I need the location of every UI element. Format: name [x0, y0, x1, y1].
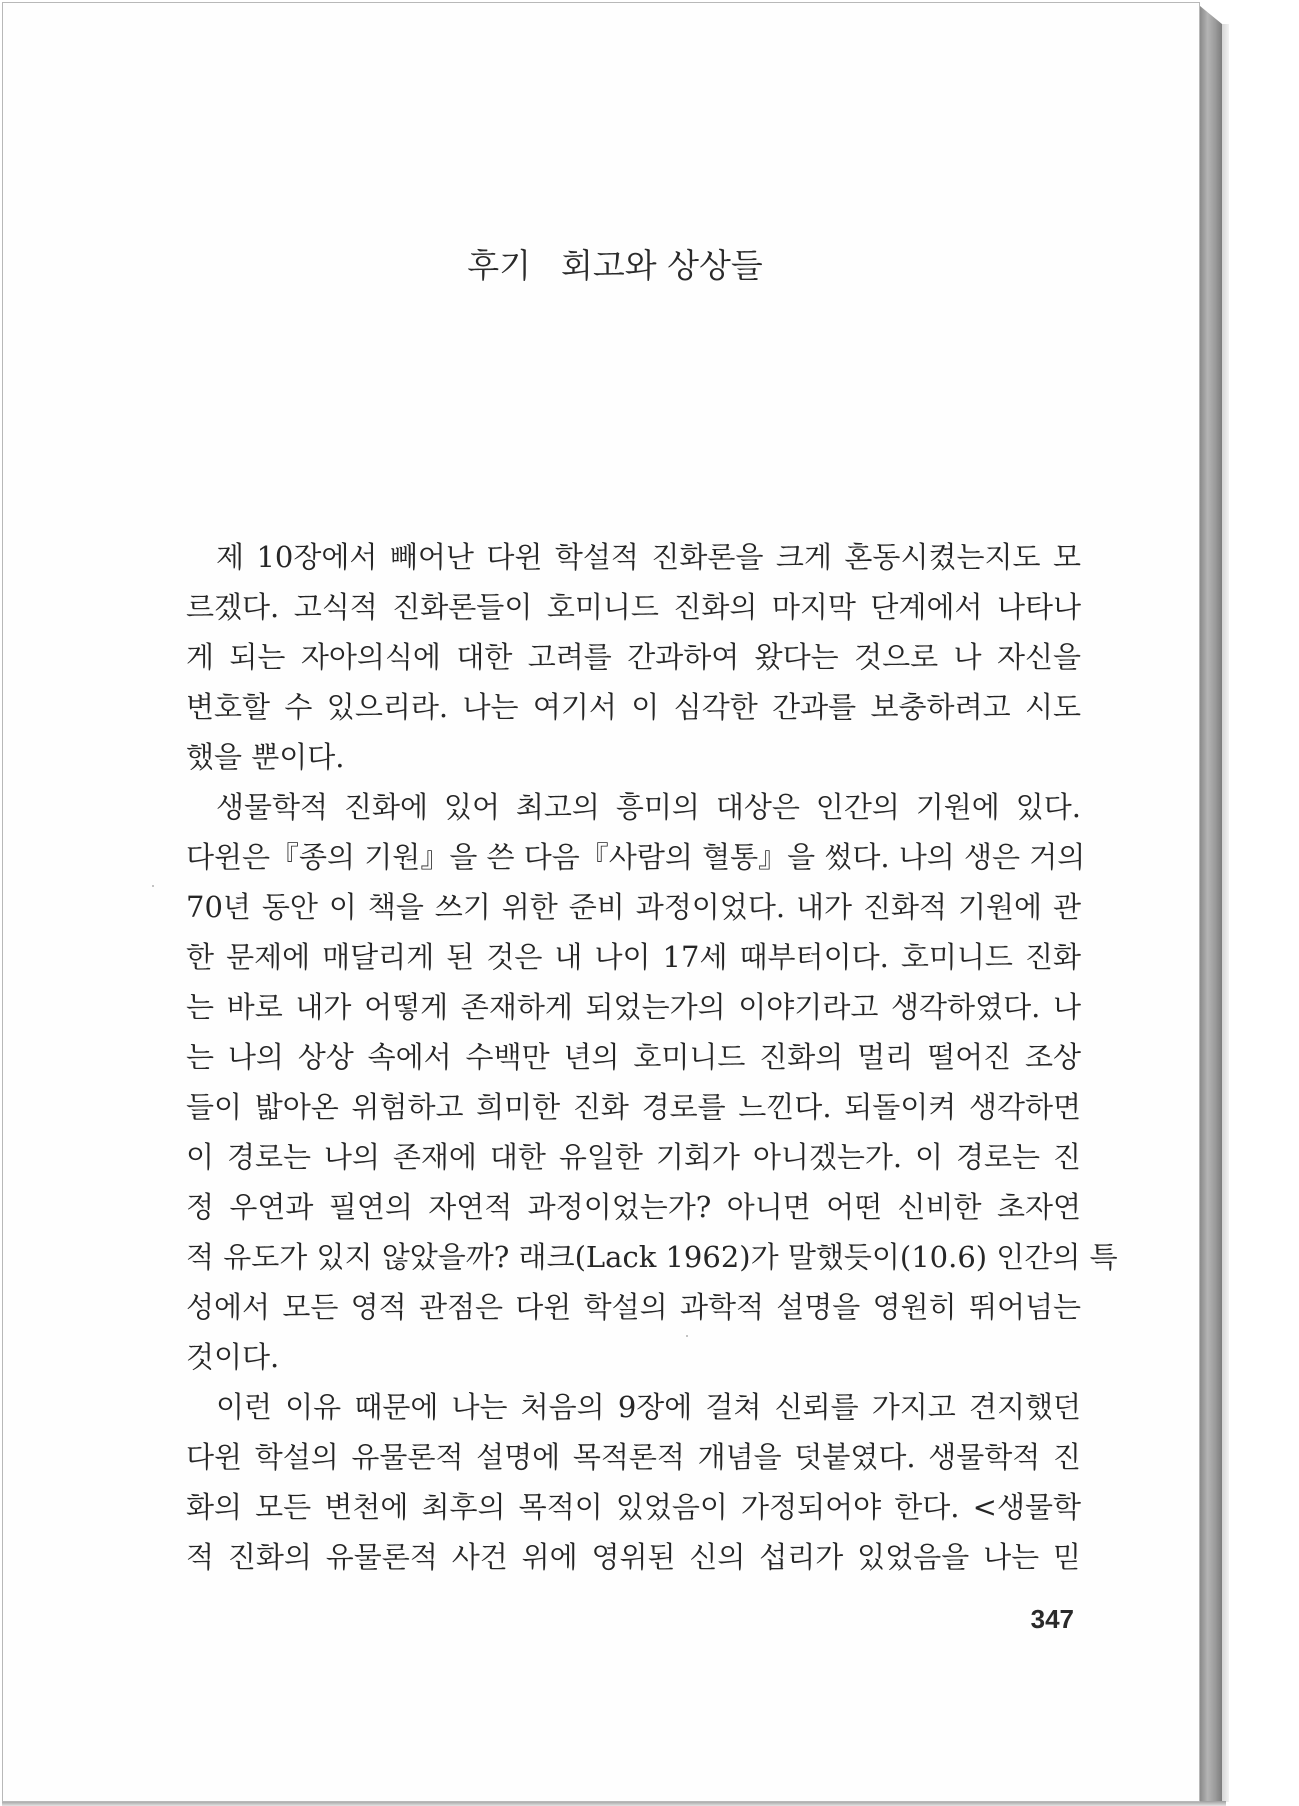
- scan-speck: [686, 1335, 688, 1337]
- text-line: 들이 밟아온 위험하고 희미한 진화 경로를 느낀다. 되돌이켜 생각하면: [186, 1090, 1081, 1124]
- text-line: 했을 뿐이다.: [186, 740, 345, 774]
- text-line: 는 나의 상상 속에서 수백만 년의 호미니드 진화의 멀리 떨어진 조상: [186, 1040, 1081, 1074]
- text-line: 생물학적 진화에 있어 최고의 흥미의 대상은 인간의 기원에 있다.: [216, 790, 1081, 824]
- text-line: 성에서 모든 영적 관점은 다윈 학설의 과학적 설명을 영원히 뛰어넘는: [186, 1290, 1081, 1324]
- text-line: 변호할 수 있으리라. 나는 여기서 이 심각한 간과를 보충하려고 시도: [186, 690, 1081, 724]
- text-line: 제 10장에서 빼어난 다윈 학설적 진화론을 크게 혼동시켰는지도 모: [216, 540, 1081, 574]
- text-line: 다윈 학설의 유물론적 설명에 목적론적 개념을 덧붙였다. 생물학적 진: [186, 1440, 1081, 1474]
- scan-speck: [152, 885, 154, 887]
- chapter-title-text: 회고와 상상들: [561, 246, 763, 285]
- chapter-title-label: 후기: [467, 246, 531, 285]
- text-line: 70년 동안 이 책을 쓰기 위한 준비 과정이었다. 내가 진화적 기원에 관: [186, 890, 1081, 924]
- text-line: 정 우연과 필연의 자연적 과정이었는가? 아니면 어떤 신비한 초자연: [186, 1190, 1081, 1224]
- chapter-title: [0, 240, 1230, 287]
- text-line: 이런 이유 때문에 나는 처음의 9장에 걸쳐 신뢰를 가지고 견지했던: [216, 1390, 1081, 1424]
- text-line: 는 바로 내가 어떻게 존재하게 되었는가의 이야기라고 생각하였다. 나: [186, 990, 1081, 1024]
- text-line: 한 문제에 매달리게 된 것은 내 나이 17세 때부터이다. 호미니드 진화: [186, 940, 1081, 974]
- text-line: 화의 모든 변천에 최후의 목적이 있었음이 가정되어야 한다. <생물학: [186, 1490, 1081, 1524]
- text-line: 이 경로는 나의 존재에 대한 유일한 기회가 아니겠는가. 이 경로는 진: [186, 1140, 1081, 1174]
- text-line: 적 유도가 있지 않았을까? 래크(Lack 1962)가 말했듯이(10.6) 인간의 특: [186, 1240, 1118, 1274]
- text-line: 르겠다. 고식적 진화론들이 호미니드 진화의 마지막 단계에서 나타나: [186, 590, 1081, 624]
- page-stack-edge-highlight: [1222, 24, 1229, 1802]
- text-line: 적 진화의 유물론적 사건 위에 영위된 신의 섭리가 있었음을 나는 믿: [186, 1540, 1081, 1574]
- page-number: 347: [1030, 1604, 1074, 1634]
- text-line: 게 되는 자아의식에 대한 고려를 간과하여 왔다는 것으로 나 자신을: [186, 640, 1081, 674]
- text-line: 다윈은『종의 기원』을 쓴 다음『사람의 혈통』을 썼다. 나의 생은 거의: [186, 840, 1086, 874]
- body-text: [186, 532, 1118, 1582]
- text-line: 것이다.: [186, 1340, 280, 1374]
